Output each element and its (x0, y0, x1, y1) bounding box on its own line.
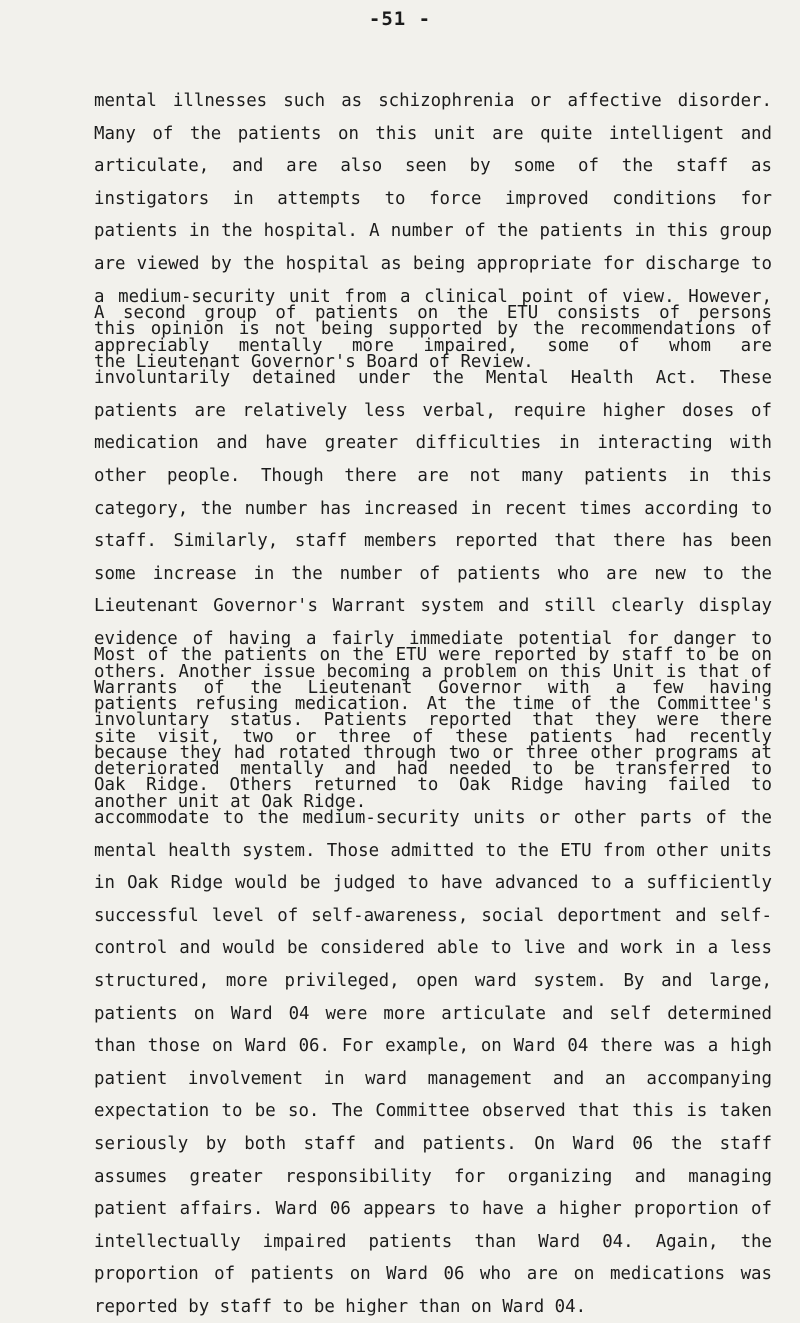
paragraph-2: A second group of patients on the ETU consists of persons appreciably mentally more impaired, some of whom are involuntarily detained under the Mental Health Act. These patients are relatively less verbal, require higher doses of medication and have greater difficulties in interacting with other people. Though there are not many patients in this category, the number has increased in recent times according to staff. Similarly, staff members reported that there has been some increase in the number of patients who are new to the Lieutenant Governor's Warrant system and still clearly display evidence of having a fairly immediate potential for danger to others. Another issue becoming a problem on this Unit is that of patients refusing medication. At the time of the Committee's site visit, two or three of these patients had recently deteriorated mentally and had needed to be transferred to another unit at Oak Ridge. (94, 303, 772, 812)
paragraph-1: mental illnesses such as schizophrenia or affective disorder. Many of the patients on this unit are quite intelligent and articulate, and are also seen by some of the staff as instigators in attempts to force improved conditions for patients in the hospital. A number of the patients in this group are viewed by the hospital as being appropriate for discharge to a medium-security unit from a clinical point of view. However, this opinion is not being supported by the recommendations of the Lieutenant Governor's Board of Review. (94, 91, 772, 372)
paragraph-3: Most of the patients on the ETU were reported by staff to be on Warrants of the Lieutenant Governor with a few having involuntary status. Patients reported that they were there because they had rotated through two or three other programs at Oak Ridge. Others returned to Oak Ridge having failed to accommodate to the medium-security units or other parts of the mental health system. Those admitted to the ETU from other units in Oak Ridge would be judged to have advanced to a sufficiently successful level of self-awareness, social deportment and self-control and would be considered able to live and work in a less structured, more privileged, open ward system. By and large, patients on Ward 04 were more articulate and self determined than those on Ward 06. For example, on Ward 04 there was a high patient involvement in ward management and an accompanying expectation to be so. The Committee observed that this is taken seriously by both staff and patients. On Ward 06 the staff assumes greater responsibility for organizing and managing patient affairs. Ward 06 appears to have a higher proportion of intellectually impaired patients than Ward 04. Again, the proportion of patients on Ward 06 who are on medications was reported by staff to be higher than on Ward 04. (94, 645, 772, 1317)
page-number: -51 - (368, 8, 432, 30)
